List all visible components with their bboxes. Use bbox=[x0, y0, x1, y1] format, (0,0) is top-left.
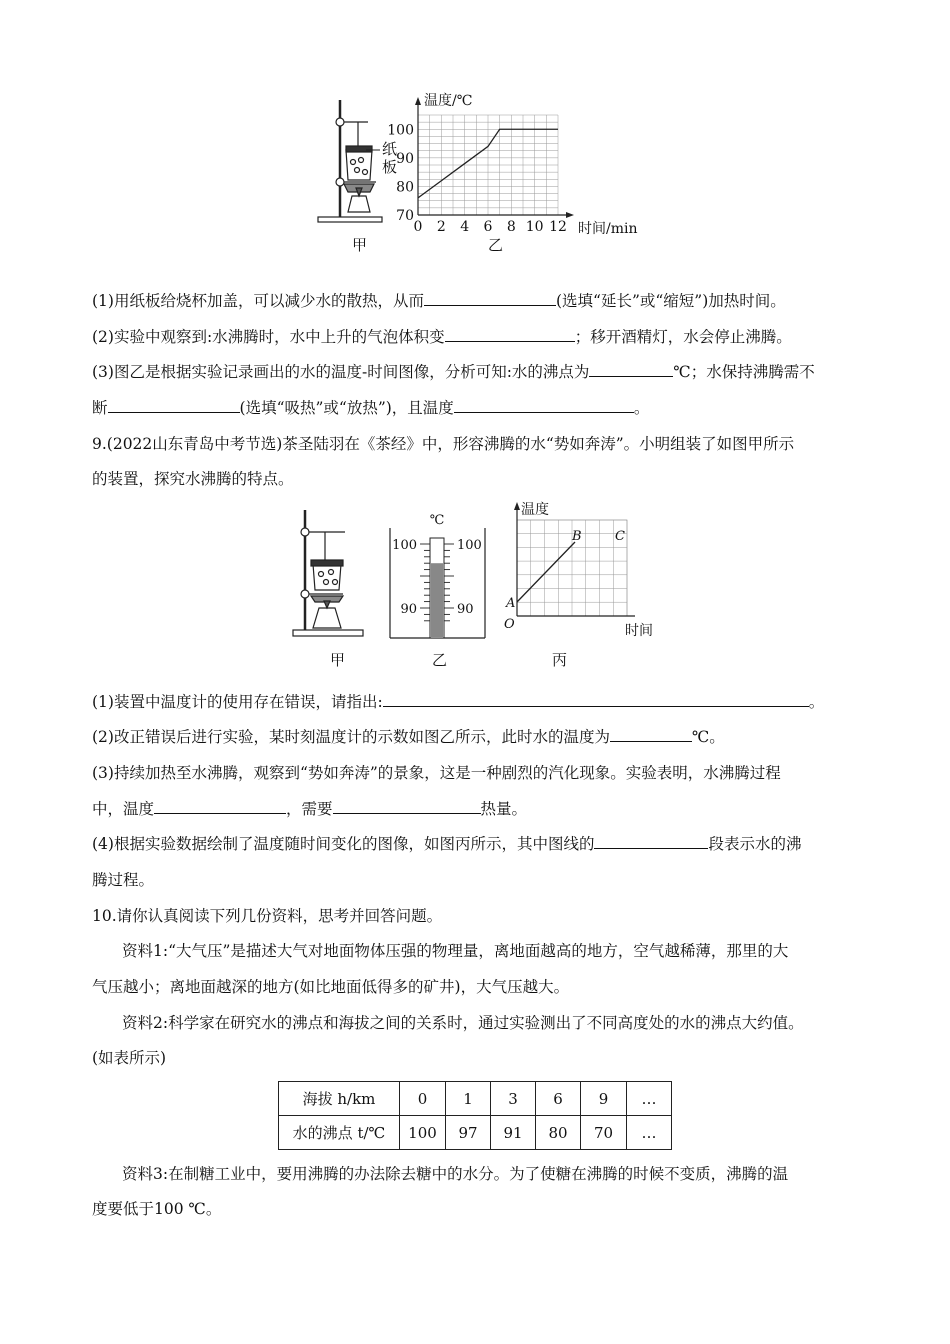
q9-part2 bbox=[92, 727, 725, 747]
x-tick-label: 6 bbox=[483, 219, 493, 235]
table-cell: 1 bbox=[446, 1082, 491, 1116]
q9-intro-line1: 9.(2022山东青岛中考节选)茶圣陆羽在《茶经》中，形容沸腾的水“势如奔涛”。小明组装了如图甲所示 bbox=[92, 435, 795, 453]
answer-blank[interactable] bbox=[424, 291, 556, 306]
thermo-unit: ℃ bbox=[429, 513, 445, 528]
answer-blank[interactable] bbox=[589, 362, 673, 377]
q8-part1-text: (1)用纸板给烧杯加盖，可以减少水的散热，从而 bbox=[92, 292, 424, 310]
altitude-boiling-table bbox=[278, 1081, 672, 1150]
q9-part3-line2 bbox=[92, 799, 527, 819]
table-cell: 9 bbox=[581, 1082, 627, 1116]
y-tick-label: 100 bbox=[387, 122, 414, 139]
caption-bing: 丙 bbox=[552, 651, 568, 669]
answer-blank[interactable] bbox=[610, 727, 692, 742]
apparatus-jia-2 bbox=[293, 510, 363, 636]
label-paper-1: 纸 bbox=[382, 140, 398, 158]
x-tick-label: 10 bbox=[525, 219, 544, 235]
q8-part3 bbox=[92, 362, 815, 382]
temperature-time-chart-yi bbox=[387, 92, 637, 237]
q9-part4-line1 bbox=[92, 834, 801, 854]
y-tick-label: 90 bbox=[396, 150, 414, 167]
mercury-column bbox=[431, 563, 443, 637]
caption-jia-1: 甲 bbox=[352, 236, 368, 254]
q9-part4-a: (4)根据实验数据绘制了温度随时间变化的图像，如图丙所示，其中图线的 bbox=[92, 835, 595, 853]
x-tick-label: 8 bbox=[506, 219, 516, 235]
y-axis-label: 温度/℃ bbox=[424, 93, 473, 109]
q9-part3-line1: (3)持续加热至水沸腾，观察到“势如奔涛”的景象，这是一种剧烈的汽化现象。实验表明，水沸腾过程 bbox=[92, 764, 781, 782]
y-axis-arrow bbox=[415, 97, 421, 105]
answer-blank[interactable] bbox=[333, 799, 481, 814]
y-axis-label: 温度 bbox=[521, 502, 549, 518]
x-axis-arrow bbox=[566, 212, 574, 218]
x-tick-label: 4 bbox=[460, 219, 470, 235]
figure2 bbox=[285, 498, 675, 648]
q8-part2-tail: ；移开酒精灯，水会停止沸腾。 bbox=[574, 328, 792, 346]
answer-blank[interactable] bbox=[594, 834, 708, 849]
q8-part2 bbox=[92, 327, 792, 347]
label-paper-2: 板 bbox=[382, 158, 398, 176]
thermo-100-right: 100 bbox=[457, 538, 482, 553]
y-tick-label: 70 bbox=[396, 208, 414, 224]
q8-part3-end: 。 bbox=[633, 399, 650, 417]
line-AB bbox=[517, 542, 575, 602]
q9-part3-c: 热量。 bbox=[480, 800, 528, 818]
answer-blank[interactable] bbox=[154, 799, 286, 814]
caption-yi-1: 乙 bbox=[488, 236, 504, 254]
table-row bbox=[279, 1116, 672, 1150]
q9-part2-text: (2)改正错误后进行实验，某时刻温度计的示数如图乙所示，此时水的温度为 bbox=[92, 728, 610, 746]
q9-part4-line2: 腾过程。 bbox=[92, 871, 155, 889]
answer-blank[interactable] bbox=[108, 398, 240, 413]
q8-part3-cont-mid: (选填“吸热”或“放热”)，且温度 bbox=[239, 399, 454, 417]
q9-part1-end: 。 bbox=[808, 693, 825, 711]
q8-part1-tail: (选填“延长”或“缩短”)加热时间。 bbox=[555, 292, 786, 310]
q9-part4-b: 段表示水的沸 bbox=[708, 835, 802, 853]
answer-blank[interactable] bbox=[445, 327, 575, 342]
caption-yi-2: 乙 bbox=[432, 651, 448, 669]
apparatus-jia-1 bbox=[318, 100, 382, 222]
q8-part3-mid: ℃；水保持沸腾需不 bbox=[673, 363, 815, 381]
x-axis-label: 时间/min bbox=[578, 221, 638, 237]
x-axis-label: 时间 bbox=[625, 623, 653, 639]
material3-line2: 度要低于100 ℃。 bbox=[92, 1200, 222, 1218]
q9-part1 bbox=[92, 692, 824, 712]
temperature-time-chart-bing bbox=[504, 501, 653, 639]
table-row bbox=[279, 1082, 672, 1116]
table-cell: 3 bbox=[491, 1082, 536, 1116]
y-tick-label: 80 bbox=[396, 179, 414, 196]
q8-part3-text: (3)图乙是根据实验记录画出的水的温度-时间图像，分析可知:水的沸点为 bbox=[92, 363, 590, 381]
q8-part1 bbox=[92, 291, 786, 311]
table-cell: 80 bbox=[536, 1116, 581, 1150]
material3-line1: 资料3:在制糖工业中，要用沸腾的办法除去糖中的水分。为了使糖在沸腾的时候不变质，沸腾的温 bbox=[122, 1165, 789, 1183]
material2-line2: (如表所示) bbox=[92, 1049, 167, 1067]
caption-jia-2: 甲 bbox=[330, 651, 346, 669]
q9-intro-line2: 的装置，探究水沸腾的特点。 bbox=[92, 470, 294, 488]
answer-blank[interactable] bbox=[454, 398, 634, 413]
q9-part3-b: ，需要 bbox=[286, 800, 333, 818]
q9-part2-tail: ℃。 bbox=[691, 728, 725, 746]
table-cell: … bbox=[627, 1116, 672, 1150]
point-B: B bbox=[572, 529, 582, 544]
table-row-header: 水的沸点 t/℃ bbox=[279, 1116, 400, 1150]
table-cell: 0 bbox=[400, 1082, 446, 1116]
table-cell: … bbox=[627, 1082, 672, 1116]
thermo-100-left: 100 bbox=[392, 538, 417, 553]
q8-part2-text: (2)实验中观察到:水沸腾时，水中上升的气泡体积变 bbox=[92, 328, 445, 346]
q10-intro: 10.请你认真阅读下列几份资料，思考并回答问题。 bbox=[92, 907, 443, 925]
material2-line1: 资料2:科学家在研究水的沸点和海拔之间的关系时，通过实验测出了不同高度处的水的沸点大约值。 bbox=[122, 1014, 804, 1032]
q8-part3-cont-text: 断 bbox=[92, 399, 108, 417]
x-tick-label: 0 bbox=[413, 219, 423, 235]
q9-part1-text: (1)装置中温度计的使用存在错误，请指出: bbox=[92, 693, 383, 711]
point-A: A bbox=[506, 596, 516, 611]
point-C: C bbox=[615, 529, 625, 544]
table-cell: 6 bbox=[536, 1082, 581, 1116]
table-row-header: 海拔 h/km bbox=[279, 1082, 400, 1116]
x-tick-label: 2 bbox=[436, 219, 446, 235]
q9-part3-a: 中，温度 bbox=[92, 800, 155, 818]
x-tick-label: 12 bbox=[549, 219, 567, 235]
material1-line1: 资料1:“大气压”是描述大气对地面物体压强的物理量，离地面越高的地方，空气越稀薄，那里的大 bbox=[122, 942, 789, 960]
origin-label: O bbox=[504, 617, 515, 632]
thermometer-yi bbox=[390, 513, 485, 638]
table-cell: 100 bbox=[400, 1116, 446, 1150]
table-cell: 70 bbox=[581, 1116, 627, 1150]
table-cell: 91 bbox=[491, 1116, 536, 1150]
table-cell: 97 bbox=[446, 1116, 491, 1150]
material1-line2: 气压越小；离地面越深的地方(如比地面低得多的矿井)，大气压越大。 bbox=[92, 978, 570, 996]
thermo-90-left: 90 bbox=[400, 602, 417, 617]
q8-part3-cont bbox=[92, 398, 649, 418]
thermo-90-right: 90 bbox=[457, 602, 474, 617]
answer-blank[interactable] bbox=[383, 692, 809, 707]
